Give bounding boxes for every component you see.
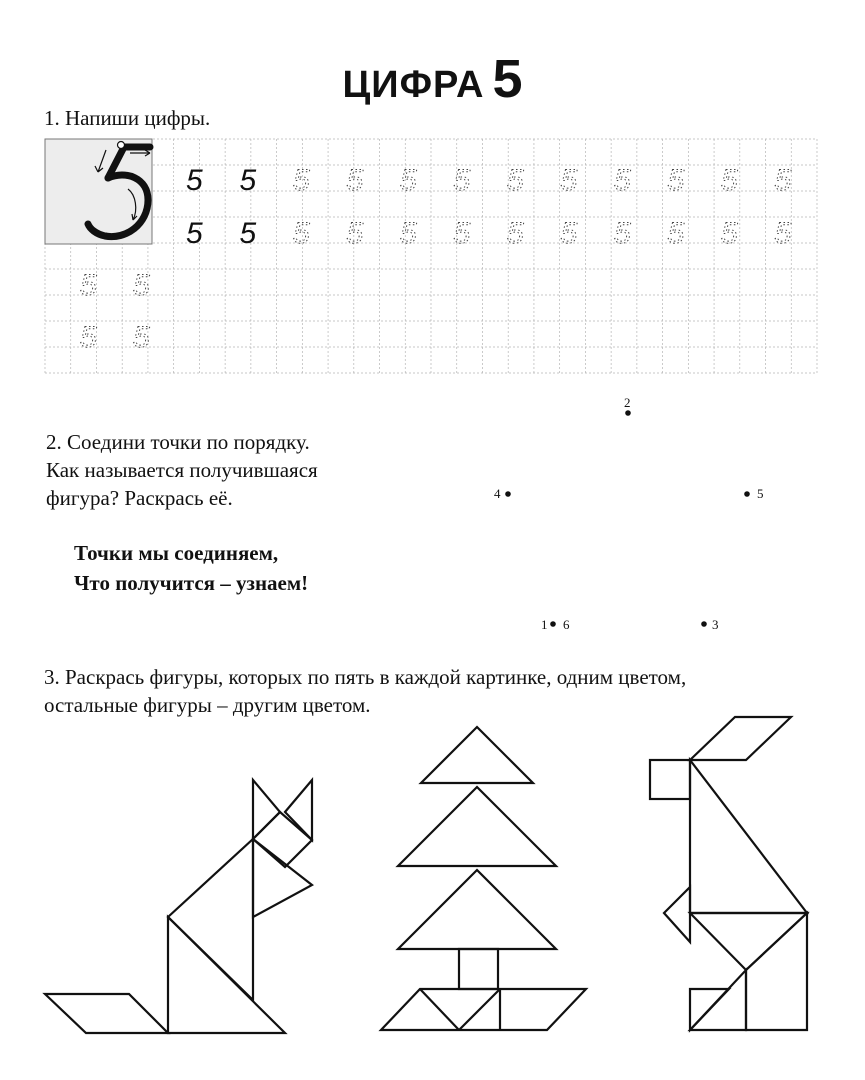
digit-trace: 5 (293, 164, 310, 197)
digit-trace: 5 (560, 217, 578, 250)
task-2-instruction (46, 428, 318, 512)
dot-label-5: 5 (757, 486, 764, 501)
digit-trace: 5 (507, 217, 524, 250)
dot-label-3: 3 (712, 617, 719, 632)
digit-trace: 5 (560, 164, 578, 197)
digit-sample: 5 (239, 217, 257, 250)
dot-label-2: 2 (624, 395, 631, 410)
task-1-instruction: 1. Напиши цифры. (44, 106, 211, 130)
digit-trace: 5 (774, 217, 792, 250)
title-word: ЦИФРА (342, 64, 485, 106)
digit-trace: 5 (453, 217, 471, 250)
task-2-line-2: Как называется получившаяся (46, 458, 318, 482)
writing-grid (45, 139, 817, 373)
tangram-hare (650, 717, 807, 1030)
digit-trace: 5 (133, 321, 150, 354)
digit-trace: 5 (507, 164, 524, 197)
tangram-cat (45, 780, 312, 1033)
digit-trace: 5 (80, 321, 97, 354)
digit-trace: 5 (721, 217, 738, 250)
digit-sample: 5 (186, 164, 203, 197)
digit-trace: 5 (721, 164, 738, 197)
digit-trace: 5 (453, 164, 471, 197)
digit-sample-box (45, 139, 152, 244)
dot-label-6: 6 (563, 617, 570, 632)
digit-trace: 5 (346, 217, 364, 250)
dot-point-2 (624, 395, 631, 416)
digit-trace: 5 (667, 164, 685, 197)
digit-trace: 5 (400, 164, 417, 197)
digit-trace: 5 (667, 217, 685, 250)
digit-practice-rows (80, 164, 792, 354)
dot-label-4: 4 (494, 486, 501, 501)
digit-sample: 5 (186, 217, 203, 250)
rhyme-line-2: Что получится – узнаем! (74, 571, 309, 595)
digit-trace: 5 (133, 269, 150, 302)
digit-trace: 5 (614, 164, 631, 197)
digit-sample: 5 (239, 164, 257, 197)
digit-trace: 5 (774, 164, 792, 197)
connect-dots (494, 395, 764, 632)
task-3-line-1: 3. Раскрась фигуры, которых по пять в каждой картинке, одним цветом, (44, 665, 687, 689)
rhyme-line-1: Точки мы соединяем, (74, 541, 279, 565)
tangram-tree (381, 727, 586, 1030)
dot-point-4 (494, 486, 511, 501)
task-2-line-3: фигура? Раскрась её. (46, 486, 233, 510)
dot-point-1-6 (541, 617, 570, 632)
digit-trace: 5 (293, 217, 310, 250)
rhyme (74, 538, 308, 598)
dot-label-1: 1 (541, 617, 548, 632)
digit-trace: 5 (614, 217, 631, 250)
task-3-line-2: остальные фигуры – другим цветом. (44, 693, 371, 717)
task-3-instruction (44, 663, 686, 719)
digit-trace: 5 (346, 164, 364, 197)
title-number: 5 (492, 49, 523, 109)
digit-trace: 5 (400, 217, 417, 250)
dot-point-5 (744, 486, 763, 501)
digit-trace: 5 (80, 269, 97, 302)
dot-point-3 (701, 617, 718, 632)
task-2-line-1: 2. Соедини точки по порядку. (46, 430, 310, 454)
